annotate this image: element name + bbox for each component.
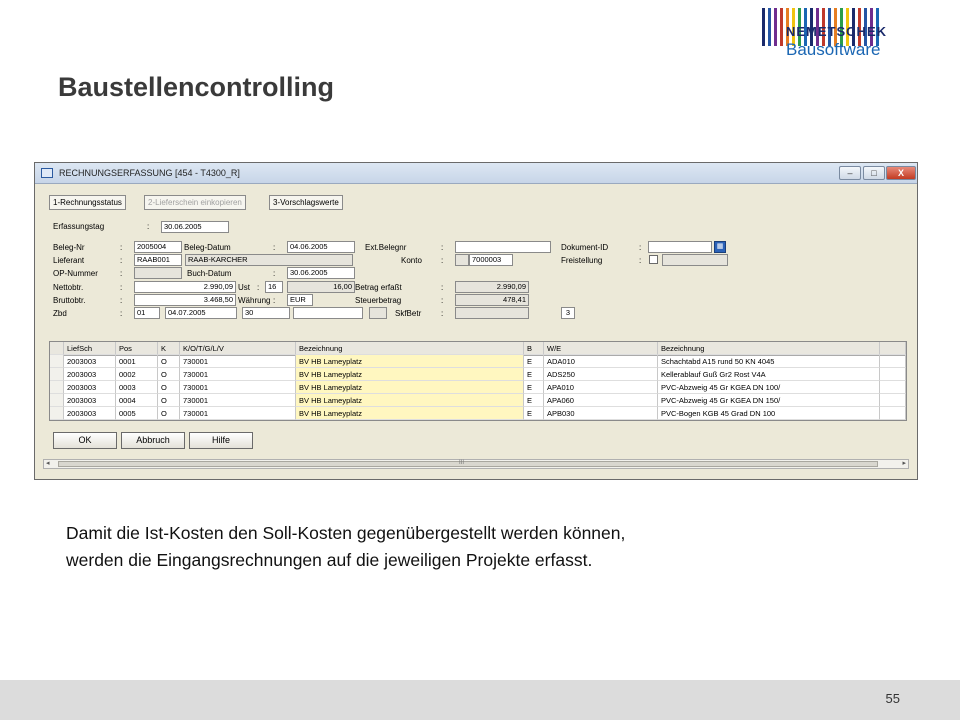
betrag-erfasst-field: 2.990,09 bbox=[455, 281, 529, 293]
row-selector[interactable] bbox=[50, 368, 64, 381]
table-cell[interactable]: ADS250 bbox=[544, 368, 658, 381]
column-header[interactable]: K bbox=[158, 342, 180, 355]
column-header[interactable]: Bezeichnung bbox=[296, 342, 524, 355]
table-cell[interactable]: BV HB Lameyplatz bbox=[296, 407, 524, 420]
colon: : bbox=[273, 269, 276, 278]
positions-table bbox=[49, 341, 907, 421]
konto-prefix-field bbox=[455, 254, 469, 266]
row-selector[interactable] bbox=[50, 407, 64, 420]
column-header[interactable]: K/O/T/G/L/V bbox=[180, 342, 296, 355]
table-row[interactable] bbox=[50, 368, 906, 381]
column-header[interactable]: Bezeichnung bbox=[658, 342, 880, 355]
abbruch-button[interactable]: Abbruch bbox=[121, 432, 185, 449]
op-nummer-label: OP-Nummer bbox=[53, 269, 98, 278]
hilfe-button[interactable]: Hilfe bbox=[189, 432, 253, 449]
tab-rechnungsstatus[interactable]: 1-Rechnungsstatus bbox=[49, 195, 126, 210]
table-cell[interactable]: 0003 bbox=[116, 381, 158, 394]
ext-belegnr-label: Ext.Belegnr bbox=[365, 243, 407, 252]
colon: : bbox=[257, 283, 260, 292]
table-cell[interactable]: E bbox=[524, 407, 544, 420]
nemetschek-logo bbox=[762, 8, 912, 68]
table-cell[interactable]: 0002 bbox=[116, 368, 158, 381]
table-row[interactable] bbox=[50, 394, 906, 407]
skf-flag-field bbox=[369, 307, 387, 319]
lieferant-label: Lieferant bbox=[53, 256, 85, 265]
scrollbar-grip-icon: III bbox=[459, 460, 465, 466]
beleg-nr-field[interactable]: 2005004 bbox=[134, 241, 182, 253]
colon: : bbox=[120, 296, 123, 305]
column-header[interactable]: Pos bbox=[116, 342, 158, 355]
colon: : bbox=[147, 222, 150, 231]
table-cell[interactable]: APA060 bbox=[544, 394, 658, 407]
waehrung-label: Währung bbox=[238, 296, 271, 305]
table-cell-filler bbox=[880, 355, 906, 368]
logo-bar bbox=[780, 8, 783, 46]
colon: : bbox=[441, 243, 444, 252]
colon: : bbox=[441, 309, 444, 318]
scroll-left-icon[interactable]: ◂ bbox=[46, 460, 50, 467]
table-row[interactable] bbox=[50, 355, 906, 368]
table-cell[interactable]: 0001 bbox=[116, 355, 158, 368]
table-cell-filler bbox=[880, 407, 906, 420]
table-cell[interactable]: PVC-Abzweig 45 Gr KGEA DN 100/ bbox=[658, 381, 880, 394]
colon: : bbox=[273, 243, 276, 252]
table-cell[interactable]: BV HB Lameyplatz bbox=[296, 381, 524, 394]
table-cell[interactable]: O bbox=[158, 394, 180, 407]
zbd-extra-field[interactable] bbox=[293, 307, 363, 319]
skfbetr-field bbox=[455, 307, 529, 319]
footer-bar bbox=[0, 680, 960, 720]
colon: : bbox=[441, 256, 444, 265]
lieferant-name-field: RAAB-KARCHER bbox=[185, 254, 353, 266]
scroll-right-icon[interactable]: ▸ bbox=[902, 460, 906, 467]
table-cell[interactable]: O bbox=[158, 355, 180, 368]
column-header[interactable]: W/E bbox=[544, 342, 658, 355]
colon: : bbox=[120, 309, 123, 318]
nettobtr-label: Nettobtr. bbox=[53, 283, 84, 292]
bruttobtr-label: Bruttobtr. bbox=[53, 296, 86, 305]
zbd-days-field[interactable]: 30 bbox=[242, 307, 290, 319]
freistellung-label: Freistellung bbox=[561, 256, 603, 265]
steuerbetrag-label: Steuerbetrag bbox=[355, 296, 402, 305]
dokument-id-label: Dokument-ID bbox=[561, 243, 609, 252]
table-cell[interactable]: 2003003 bbox=[64, 394, 116, 407]
window-app-icon bbox=[41, 168, 53, 178]
skf-count-field[interactable]: 3 bbox=[561, 307, 575, 319]
zbd-code-field[interactable]: 01 bbox=[134, 307, 160, 319]
erfassungstag-label: Erfassungstag bbox=[53, 222, 105, 231]
slide-title: Baustellencontrolling bbox=[58, 72, 335, 102]
table-row[interactable] bbox=[50, 381, 906, 394]
table-cell[interactable]: 730001 bbox=[180, 355, 296, 368]
table-header-row bbox=[50, 342, 906, 356]
konto-field[interactable]: 7000003 bbox=[469, 254, 513, 266]
waehrung-field[interactable]: EUR bbox=[287, 294, 313, 306]
row-selector[interactable] bbox=[50, 381, 64, 394]
beleg-datum-label: Beleg-Datum bbox=[184, 243, 231, 252]
table-row[interactable] bbox=[50, 407, 906, 420]
table-cell[interactable]: ADA010 bbox=[544, 355, 658, 368]
column-header[interactable]: B bbox=[524, 342, 544, 355]
table-cell[interactable]: PVC-Abzweig 45 Gr KGEA DN 150/ bbox=[658, 394, 880, 407]
colon: : bbox=[273, 296, 276, 305]
table-cell[interactable]: BV HB Lameyplatz bbox=[296, 355, 524, 368]
table-cell[interactable]: 2003003 bbox=[64, 355, 116, 368]
table-cell[interactable]: E bbox=[524, 368, 544, 381]
ust-code-field[interactable]: 16 bbox=[265, 281, 283, 293]
colon: : bbox=[441, 283, 444, 292]
dokument-id-field[interactable] bbox=[648, 241, 712, 253]
body-line: Damit die Ist-Kosten den Soll-Kosten gegenübergestellt werden können, bbox=[66, 523, 626, 543]
ust-value-field: 16,00 bbox=[287, 281, 355, 293]
colon: : bbox=[120, 243, 123, 252]
document-lookup-icon[interactable]: ▦ bbox=[714, 241, 726, 253]
colon: : bbox=[120, 256, 123, 265]
table-cell[interactable]: APA010 bbox=[544, 381, 658, 394]
table-cell[interactable]: 2003003 bbox=[64, 381, 116, 394]
nettobtr-field[interactable]: 2.990,09 bbox=[134, 281, 236, 293]
colon: : bbox=[120, 269, 123, 278]
table-cell[interactable]: BV HB Lameyplatz bbox=[296, 368, 524, 381]
zbd-date-field[interactable]: 04.07.2005 bbox=[165, 307, 237, 319]
slide-body-text bbox=[66, 520, 866, 574]
column-header-filler bbox=[880, 342, 906, 355]
table-cell[interactable]: 730001 bbox=[180, 368, 296, 381]
op-nummer-field bbox=[134, 267, 182, 279]
lieferant-code-field[interactable]: RAAB001 bbox=[134, 254, 182, 266]
buch-datum-field[interactable]: 30.06.2005 bbox=[287, 267, 355, 279]
minimize-button[interactable]: – bbox=[839, 166, 861, 180]
window-titlebar[interactable] bbox=[35, 163, 917, 184]
erfassungstag-field[interactable]: 30.06.2005 bbox=[161, 221, 229, 233]
column-header[interactable]: LiefSch bbox=[64, 342, 116, 355]
table-cell-filler bbox=[880, 394, 906, 407]
logo-sub-text: Bausoftware bbox=[786, 40, 881, 59]
tab-lieferschein-einkopieren[interactable]: 2-Lieferschein einkopieren bbox=[144, 195, 246, 210]
row-selector[interactable] bbox=[50, 394, 64, 407]
logo-bar bbox=[762, 8, 765, 46]
table-cell[interactable]: PVC-Bogen KGB 45 Grad DN 100 bbox=[658, 407, 880, 420]
page-number: 55 bbox=[885, 691, 900, 706]
buch-datum-label: Buch-Datum bbox=[187, 269, 232, 278]
body-line: werden die Eingangsrechnungen auf die jeweiligen Projekte erfasst. bbox=[66, 550, 593, 570]
rechnungserfassung-window bbox=[34, 162, 918, 480]
zbd-label: Zbd bbox=[53, 309, 67, 318]
table-cell[interactable]: BV HB Lameyplatz bbox=[296, 394, 524, 407]
betrag-erfasst-label: Betrag erfaßt bbox=[355, 283, 402, 292]
beleg-nr-label: Beleg-Nr bbox=[53, 243, 85, 252]
beleg-datum-field[interactable]: 04.06.2005 bbox=[287, 241, 355, 253]
window-title: RECHNUNGSERFASSUNG [454 - T4300_R] bbox=[59, 168, 240, 178]
konto-label: Konto bbox=[401, 256, 422, 265]
table-cell[interactable]: O bbox=[158, 407, 180, 420]
scrollbar-thumb[interactable] bbox=[58, 461, 878, 467]
colon: : bbox=[441, 296, 444, 305]
horizontal-scrollbar[interactable] bbox=[43, 459, 909, 469]
freistellung-field bbox=[662, 254, 728, 266]
colon: : bbox=[639, 243, 642, 252]
tab-vorschlagswerte[interactable]: 3-Vorschlagswerte bbox=[269, 195, 343, 210]
table-cell[interactable]: O bbox=[158, 381, 180, 394]
table-cell[interactable]: E bbox=[524, 394, 544, 407]
table-cell[interactable]: E bbox=[524, 355, 544, 368]
colon: : bbox=[120, 283, 123, 292]
logo-bar bbox=[774, 8, 777, 46]
logo-brand-text: NEMETSCHEK bbox=[786, 24, 888, 39]
table-cell[interactable]: Kellerablauf Guß Gr2 Rost V4A bbox=[658, 368, 880, 381]
table-cell[interactable]: 2003003 bbox=[64, 407, 116, 420]
logo-bar bbox=[768, 8, 771, 46]
table-cell-filler bbox=[880, 368, 906, 381]
steuerbetrag-field: 478,41 bbox=[455, 294, 529, 306]
row-selector-header bbox=[50, 342, 64, 355]
skfbetr-label: SkfBetr bbox=[395, 309, 422, 318]
table-cell[interactable]: Schachtabd A15 rund 50 KN 4045 bbox=[658, 355, 880, 368]
table-cell[interactable]: 0005 bbox=[116, 407, 158, 420]
maximize-button[interactable]: □ bbox=[863, 166, 885, 180]
bruttobtr-field[interactable]: 3.468,50 bbox=[134, 294, 236, 306]
table-cell[interactable]: 2003003 bbox=[64, 368, 116, 381]
colon: : bbox=[639, 256, 642, 265]
table-cell[interactable]: 730001 bbox=[180, 407, 296, 420]
ust-label-text: Ust bbox=[238, 283, 250, 292]
table-cell[interactable]: 730001 bbox=[180, 394, 296, 407]
table-cell[interactable]: APB030 bbox=[544, 407, 658, 420]
freistellung-checkbox[interactable] bbox=[649, 255, 658, 264]
table-cell[interactable]: 0004 bbox=[116, 394, 158, 407]
row-selector[interactable] bbox=[50, 355, 64, 368]
table-cell[interactable]: O bbox=[158, 368, 180, 381]
ok-button[interactable]: OK bbox=[53, 432, 117, 449]
table-cell-filler bbox=[880, 381, 906, 394]
table-cell[interactable]: E bbox=[524, 381, 544, 394]
close-button[interactable]: X bbox=[886, 166, 916, 180]
ext-belegnr-field[interactable] bbox=[455, 241, 551, 253]
table-cell[interactable]: 730001 bbox=[180, 381, 296, 394]
